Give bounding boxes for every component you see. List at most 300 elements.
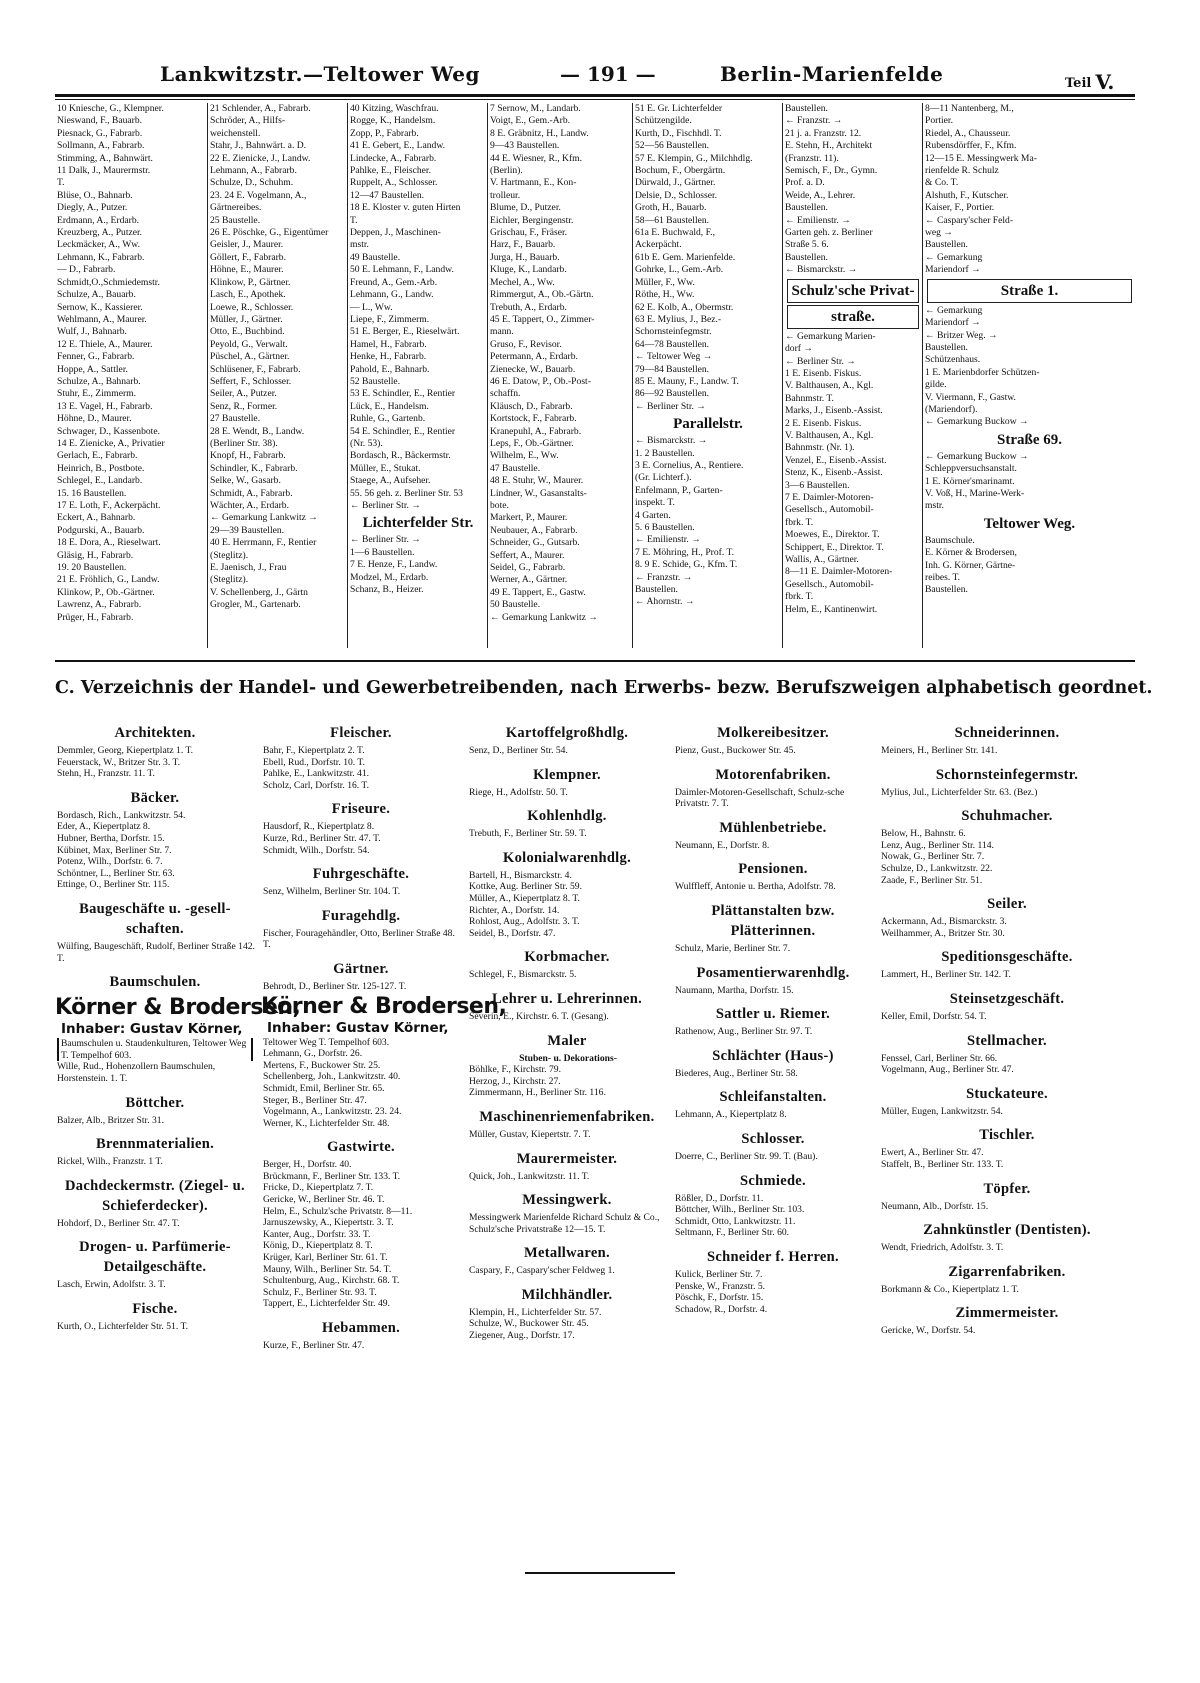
trade-heading: Pensionen.	[738, 861, 808, 878]
directory-entry: V. Schellenberg, J., Gärtn	[210, 586, 308, 598]
trade-column	[467, 715, 667, 1555]
directory-entry: Loewe, R., Schlosser.	[210, 301, 294, 313]
trade-entry: Ackermann, Ad., Bismarckstr. 3.	[881, 916, 1007, 928]
directory-entry: Dürwald, J., Gärtner.	[635, 177, 716, 189]
directory-entry: ← Gemarkung Lankwitz →	[210, 512, 318, 524]
directory-entry: Liepe, F., Zimmerm.	[350, 313, 430, 325]
directory-entry: Stahr, J., Bahnwärt. a. D.	[210, 140, 307, 152]
directory-entry: Helm, E., Kantinenwirt.	[785, 603, 878, 615]
trade-entry: Hohdorf, D., Berliner Str. 47. T.	[57, 1217, 180, 1229]
directory-entry: Grogler, M., Gartenarb.	[210, 599, 301, 611]
directory-entry: Lück, E., Handelsm.	[350, 400, 429, 412]
directory-entry: 19. 20 Baustellen.	[57, 562, 127, 574]
trade-entry: Schmidt, Otto, Lankwitzstr. 11.	[675, 1215, 796, 1227]
directory-entry: 1 E. Marienbdorfer Schützen-	[925, 366, 1040, 378]
directory-entry: 8—11 Nantenberg, M.,	[925, 103, 1014, 114]
directory-entry: Alshuth, F., Kutscher.	[925, 189, 1009, 201]
directory-entry: Blüse, O., Bahnarb.	[57, 189, 133, 201]
trade-entry: Feuerstack, W., Britzer Str. 3. T.	[57, 756, 181, 768]
directory-entry: 79—84 Baustellen.	[635, 363, 710, 375]
header-right: Berlin-Marienfelde	[720, 62, 944, 86]
directory-entry: Semisch, F., Dr., Gymn.	[785, 165, 878, 177]
trade-heading: Bäcker.	[130, 789, 180, 806]
trade-entry: Gericke, W., Berliner Str. 46. T.	[263, 1194, 385, 1206]
directory-entry: Schulze, A., Bauarb.	[57, 289, 136, 301]
trade-entry: Müller, A., Kiepertplatz 8. T.	[469, 892, 580, 904]
directory-entry: Ruppelt, A., Schlosser.	[350, 177, 438, 189]
trade-subheading: Stuben- u. Dekorations-	[519, 1052, 617, 1064]
trade-heading: Fuhrgeschäfte.	[312, 866, 410, 883]
trade-entry: Bartell, H., Bismarckstr. 4.	[469, 869, 572, 881]
trade-entry: Neumann, E., Dorfstr. 8.	[675, 839, 770, 851]
header-rule-thick	[55, 94, 1135, 97]
trade-entry: Kanter, Aug., Dorfstr. 33. T.	[263, 1228, 371, 1240]
directory-entry: Kreuzberg, A., Putzer.	[57, 227, 143, 239]
directory-entry: Bahnmstr. (Nr. 1).	[785, 442, 855, 454]
teil-label	[1065, 68, 1114, 92]
trade-entry: Ettinge, O., Berliner Str. 115.	[57, 879, 170, 891]
directory-entry: Seiler, A., Putzer.	[210, 388, 277, 400]
directory-entry: Baumschule.	[925, 534, 975, 546]
directory-entry: Wulf, J., Bahnarb.	[57, 326, 127, 338]
directory-entry: Baustellen.	[785, 251, 828, 263]
directory-entry: Werner, A., Gärtner.	[490, 574, 568, 586]
directory-entry: Gesellsch., Automobil-	[785, 504, 874, 516]
directory-entry: 8—11 E. Daimler-Motoren-	[785, 566, 893, 578]
trade-heading: Töpfer.	[983, 1180, 1031, 1197]
directory-entry: 12—47 Baustellen.	[350, 189, 425, 201]
directory-entry: Pahold, E., Bahnarb.	[350, 363, 430, 375]
trade-entry: Werner, K., Lichterfelder Str. 48.	[263, 1117, 390, 1129]
directory-entry: (Nr. 53).	[350, 437, 383, 449]
directory-entry: 1—6 Baustellen.	[350, 546, 415, 558]
directory-entry: Baustellen.	[785, 103, 828, 114]
trade-entry: Vogelmann, A., Lankwitzstr. 23. 24.	[263, 1106, 402, 1118]
trade-entry: Staffelt, B., Berliner Str. 133. T.	[881, 1158, 1004, 1170]
directory-entry: Venzel, E., Eisenb.-Assist.	[785, 454, 887, 466]
directory-entry: Schröder, A., Hilfs-	[210, 115, 286, 127]
trade-entry: Schulze, D., Lankwitzstr. 22.	[881, 862, 993, 874]
trade-entry: Müller, Gustav, Kiepertstr. 7. T.	[469, 1128, 591, 1140]
directory-entry: Lawrenz, A., Fabrarb.	[57, 599, 142, 611]
trade-heading: Steinsetzgeschäft.	[949, 990, 1065, 1007]
trade-column	[879, 715, 1135, 1555]
trade-entry: Vogelmann, Aug., Berliner Str. 47.	[881, 1064, 1014, 1076]
directory-entry: 51 E. Gr. Lichterfelder	[635, 103, 723, 114]
trade-entry: Caspary, F., Caspary'scher Feldweg 1.	[469, 1265, 615, 1277]
directory-entry: Bochum, F., Obergärtn.	[635, 165, 726, 177]
directory-entry: mann.	[490, 326, 514, 338]
trade-heading: Maler	[547, 1032, 587, 1049]
directory-entry: Henke, H., Fabrarb.	[350, 351, 427, 363]
trade-entry: Meiners, H., Berliner Str. 141.	[881, 745, 998, 756]
trade-column	[55, 715, 301, 1555]
trade-entry: Schulze, W., Buckower Str. 45.	[469, 1318, 589, 1330]
trade-entry: Mylius, Jul., Lichterfelder Str. 63. (Bez.)	[881, 786, 1038, 798]
trade-entry: Rohlost, Aug., Adolfstr. 3. T.	[469, 916, 580, 928]
trade-heading: Messingwerk.	[522, 1192, 612, 1209]
advert-company-name: Körner & Brodersen,	[55, 995, 301, 1021]
trade-entry: Neumann, Alb., Dorfstr. 15.	[881, 1200, 989, 1212]
trade-entry: Riege, H., Adolfstr. 50. T.	[469, 786, 568, 798]
directory-entry: 23. 24 E. Vogelmann, A.,	[210, 189, 307, 201]
directory-entry: Gärtnereibes.	[210, 202, 262, 214]
directory-entry: 50 Baustelle.	[490, 599, 541, 611]
directory-entry: V. Viermann, F., Gastw.	[925, 391, 1016, 403]
directory-entry: Voigt, E., Gem.-Arb.	[490, 115, 571, 127]
directory-entry: 85 E. Mauny, F., Landw. T.	[635, 375, 739, 387]
directory-entry: Gesellsch., Automobil-	[785, 578, 874, 590]
directory-entry: Modzel, M., Erdarb.	[350, 571, 429, 583]
directory-entry: Stuhr, E., Zimmerm.	[57, 388, 137, 400]
directory-entry: ← Gemarkung	[925, 251, 983, 263]
directory-entry: schaffn.	[490, 388, 521, 400]
directory-entry: Selke, W., Gasarb.	[210, 475, 281, 487]
directory-entry: ← Gemarkung Lankwitz →	[490, 611, 598, 623]
directory-entry: Müller, F., Ww.	[635, 276, 695, 288]
trade-entry: Böhlke, F., Kirchstr. 79.	[469, 1064, 561, 1076]
trade-heading: Dachdeckermstr. (Ziegel- u.	[65, 1177, 245, 1194]
directory-column	[922, 103, 1136, 648]
directory-entry: Stenz, K., Eisenb.-Assist.	[785, 467, 883, 479]
directory-entry: 12 E. Thiele, A., Maurer.	[57, 338, 153, 350]
trade-entry: Jarnuszewsky, A., Kiepertstr. 3. T.	[263, 1217, 394, 1229]
directory-entry: 7 Sernow, M., Landarb.	[490, 103, 581, 114]
trade-entry: Lenz, Aug., Berliner Str. 114.	[881, 839, 994, 851]
trade-heading: schaften.	[126, 920, 184, 937]
trade-heading: Maurermeister.	[516, 1150, 618, 1167]
directory-entry: ← Caspary'scher Feld-	[925, 214, 1014, 226]
trade-heading: Architekten.	[114, 725, 196, 741]
trade-entry: Schmidt, Wilh., Dorfstr. 54.	[263, 844, 370, 856]
trade-entry: Schadow, R., Dorfstr. 4.	[675, 1303, 768, 1315]
trade-entry: Messingwerk Marienfelde Richard Schulz & Co., Schulz'sche Privatstraße 12—15. T.	[469, 1212, 660, 1235]
trade-entry: Schmidt, Emil, Berliner Str. 65.	[263, 1082, 385, 1094]
directory-entry: (Berliner Str. 38).	[210, 437, 278, 449]
directory-entry: Schlüsener, F., Fabrarb.	[210, 363, 301, 375]
trade-heading: Schleifanstalten.	[719, 1089, 827, 1106]
directory-entry: — D., Fabrarb.	[57, 264, 116, 276]
trade-heading: Speditionsgeschäfte.	[941, 949, 1073, 966]
directory-entry: Deppen, J., Maschinen-	[350, 227, 441, 239]
trade-entry: Rathenow, Aug., Berliner Str. 97. T.	[675, 1026, 813, 1038]
directory-entry: 55. 56 geh. z. Berliner Str. 53	[350, 487, 463, 499]
directory-entry: Mariendorf →	[925, 264, 981, 276]
directory-entry: Wächter, A., Erdarb.	[210, 500, 289, 511]
directory-entry: Stimming, A., Bahnwärt.	[57, 152, 153, 164]
directory-entry: 7 E. Daimler-Motoren-	[785, 491, 874, 503]
trade-entry: Ebell, Rud., Dorfstr. 10. T.	[263, 756, 365, 768]
directory-entry: 49 E. Tappert, E., Gastw.	[490, 586, 586, 598]
page-number: — 191 —	[560, 62, 656, 86]
advert-owner: Inhaber: Gustav Körner,	[267, 1019, 449, 1036]
directory-entry: 40 Kitzing, Waschfrau.	[350, 103, 439, 114]
footer-rule	[525, 1572, 675, 1574]
directory-entry: Marks, J., Eisenb.-Assist.	[785, 405, 883, 417]
trade-heading: Fleischer.	[330, 725, 392, 741]
directory-entry: Jurga, H., Bauarb.	[490, 251, 560, 263]
trade-heading: Klempner.	[533, 766, 601, 783]
directory-entry: mstr.	[350, 239, 369, 251]
trade-entry: Kulick, Berliner Str. 7.	[675, 1268, 763, 1280]
directory-entry: 2 E. Eisenb. Fiskus.	[785, 417, 862, 429]
directory-entry: 1. 2 Baustellen.	[635, 447, 695, 459]
trade-heading: Friseure.	[331, 801, 391, 818]
directory-entry: Wallis, A., Gärtner.	[785, 554, 859, 565]
trade-entry: Trebuth, F., Berliner Str. 59. T.	[469, 828, 587, 840]
trade-heading: Lehrer u. Lehrerinnen.	[492, 990, 642, 1007]
trade-heading: Kartoffelgroßhdlg.	[505, 725, 629, 741]
directory-entry: Klinkow, P., Gärtner.	[210, 276, 291, 288]
directory-entry: (Franzstr. 11).	[785, 152, 839, 164]
directory-entry: Senz, R., Former.	[210, 400, 278, 412]
directory-entry: Enfelmann, P., Garten-	[635, 484, 723, 496]
trade-heading: Schneider f. Herren.	[707, 1248, 839, 1265]
directory-entry: Hamel, H., Fabrarb.	[350, 338, 427, 350]
trade-column	[261, 715, 507, 1555]
directory-column	[782, 103, 923, 648]
directory-entry: Otto, E., Buchbind.	[210, 326, 285, 338]
trade-entry: Pienz, Gust., Buckower Str. 45.	[675, 745, 796, 756]
directory-entry: 28 E. Wendt, B., Landw.	[210, 425, 305, 437]
trade-heading: Drogen- u. Parfümerie-	[79, 1239, 231, 1256]
trade-entry: Wille, Rud., Hohenzollern Baumschulen, Horstenstein. 1. T.	[57, 1061, 216, 1084]
directory-column	[487, 103, 633, 648]
trade-entry: Biederes, Aug., Berliner Str. 58.	[675, 1067, 798, 1079]
trade-entry: Richter, A., Dorfstr. 14.	[469, 904, 560, 916]
trade-entry: Schulz, Marie, Berliner Str. 7.	[675, 942, 791, 954]
street-heading-boxed: straße.	[787, 305, 919, 329]
trade-entry: Stehn, H., Franzstr. 11. T.	[57, 768, 155, 780]
directory-entry: E. Jaenisch, J., Frau	[210, 562, 287, 574]
directory-entry: 48 E. Stuhr, W., Maurer.	[490, 475, 584, 487]
trade-entry: Penske, W., Franzstr. 5.	[675, 1280, 766, 1292]
directory-entry: 3—6 Baustellen.	[785, 479, 850, 491]
directory-entry: 29—39 Baustellen.	[210, 524, 285, 536]
directory-entry: 11 Dalk, J., Maurermstr.	[57, 165, 151, 177]
trade-heading: Plätterinnen.	[730, 922, 816, 939]
trade-entry: Böttcher, Wilh., Berliner Str. 103.	[675, 1204, 805, 1216]
trade-heading: Sattler u. Riemer.	[715, 1006, 831, 1023]
directory-entry: Baustellen.	[635, 584, 678, 596]
directory-entry: 45 E. Tappert, O., Zimmer-	[490, 313, 595, 325]
teil-text: Teil	[1065, 76, 1092, 91]
trade-heading: Baumschulen.	[109, 974, 201, 991]
trade-entry: Senz, Wilhelm, Berliner Str. 104. T.	[263, 886, 401, 898]
directory-entry: Groth, H., Bauarb.	[635, 202, 707, 214]
trade-heading: Seiler.	[987, 896, 1027, 913]
directory-entry: Seffert, A., Maurer.	[490, 549, 565, 561]
directory-entry: 21 Schlender, A., Fabrarb.	[210, 103, 311, 114]
trade-entry: Gericke, W., Dorfstr. 54.	[881, 1325, 976, 1337]
trade-entry: Ewert, A., Berliner Str. 47.	[881, 1147, 984, 1159]
directory-entry: 7 E. Henze, F., Landw.	[350, 559, 438, 571]
trade-entry: Pahlke, E., Lankwitzstr. 41.	[263, 768, 370, 780]
trade-entry: Hausdorf, R., Kiepertplatz 8.	[263, 821, 375, 833]
directory-entry: ← Gemarkung Buckow →	[925, 450, 1029, 462]
directory-entry: 46 E. Datow, P., Ob.-Post-	[490, 375, 591, 387]
trade-entry: Rößler, D., Dorfstr. 11.	[675, 1192, 764, 1204]
directory-entry: Markert, P., Maurer.	[490, 512, 568, 524]
directory-column	[207, 103, 348, 648]
directory-entry: 1 E. Eisenb. Fiskus.	[785, 367, 862, 379]
directory-entry: mstr.	[925, 500, 944, 512]
directory-entry: 12—15 E. Messingwerk Ma-	[925, 152, 1037, 164]
directory-entry: fbrk. T.	[785, 591, 814, 603]
directory-entry: ← Berliner Str. →	[635, 400, 706, 412]
directory-entry: Schornsteinfegmstr.	[635, 326, 712, 338]
trade-heading: Posamentierwarenhdlg.	[696, 964, 850, 981]
directory-entry: Baustellen.	[785, 202, 828, 214]
directory-entry: Gohrke, L., Gem.-Arb.	[635, 264, 724, 276]
directory-entry: 8 E. Gräbnitz, H., Landw.	[490, 127, 589, 139]
trade-entry: Zimmermann, H., Berliner Str. 116.	[469, 1087, 606, 1099]
trade-entry: Steger, B., Berliner Str. 47.	[263, 1094, 367, 1106]
directory-entry: Schützenhaus.	[925, 354, 981, 366]
street-heading: Teltower Weg.	[983, 515, 1076, 532]
trade-entry: Lehmann, G., Dorfstr. 26.	[263, 1048, 363, 1060]
directory-entry: V. Hartmann, E., Kon-	[490, 177, 577, 189]
directory-entry: 40 E. Herrmann, F., Rentier	[210, 537, 317, 549]
directory-entry: Schanz, B., Heizer.	[350, 584, 424, 596]
directory-entry: Erdmann, A., Erdarb.	[57, 214, 140, 226]
directory-entry: Schindler, K., Fabrarb.	[210, 462, 298, 474]
street-heading: Straße 69.	[997, 431, 1062, 448]
trade-heading: Stuckateure.	[966, 1085, 1048, 1102]
trade-entry: Bahr, F., Kiepertplatz 2. T.	[263, 745, 365, 756]
directory-entry: Blume, D., Putzer.	[490, 202, 561, 214]
directory-entry: Rubensdörffer, F., Kfm.	[925, 140, 1017, 152]
teil-number: V.	[1095, 70, 1115, 94]
trade-entry: Müller, Eugen, Lankwitzstr. 54.	[881, 1105, 1003, 1117]
directory-entry: Schleppversuchsanstalt.	[925, 463, 1017, 475]
directory-entry: Schlegel, E., Landarb.	[57, 475, 143, 487]
directory-entry: ← Britzer Weg. →	[925, 329, 998, 341]
directory-entry: 47 Baustelle.	[490, 462, 541, 474]
directory-entry: T.	[57, 177, 65, 189]
directory-entry: Höhne, D., Maurer.	[57, 413, 132, 425]
directory-entry: 52—56 Baustellen.	[635, 140, 710, 152]
directory-entry: weg →	[925, 227, 953, 239]
directory-entry: 21 E. Fröhlich, G., Landw.	[57, 574, 160, 586]
advert-details: Baumschulen u. Staudenkulturen, Teltower Weg T. Tempelhof 603.	[57, 1038, 253, 1061]
advert-owner: Inhaber: Gustav Körner,	[61, 1021, 243, 1038]
directory-entry: Gerlach, E., Fabrarb.	[57, 450, 138, 462]
directory-entry: 54 E. Schindler, E., Rentier	[350, 425, 456, 437]
directory-entry: Delsie, D., Schlosser.	[635, 189, 718, 201]
trade-heading: Schieferdecker).	[102, 1197, 208, 1214]
trade-entry: Keller, Emil, Dorfstr. 54. T.	[881, 1010, 987, 1022]
trade-heading: Stellmacher.	[967, 1032, 1047, 1049]
directory-entry: ← Franzstr. →	[785, 115, 843, 127]
trade-entry: Klempin, H., Lichterfelder Str. 57.	[469, 1306, 602, 1318]
directory-entry: Nieswand, F., Bauarb.	[57, 115, 143, 127]
trade-entry: Wülfing, Baugeschäft, Rudolf, Berliner Straße 142. T.	[57, 940, 255, 964]
trade-entry: Schulz, F., Berliner Str. 93. T.	[263, 1286, 377, 1298]
directory-entry: 49 Baustelle.	[350, 251, 401, 263]
trade-entry: Fenssel, Carl, Berliner Str. 66.	[881, 1052, 998, 1064]
trade-entry: Potenz, Wilh., Dorfstr. 6. 7.	[57, 856, 163, 868]
directory-entry: Hoppe, A., Sattler.	[57, 363, 128, 375]
trade-entry: Demmler, Georg, Kiepertplatz 1. T.	[57, 745, 194, 756]
trade-entry: Balzer, Alb., Britzer Str. 31.	[57, 1114, 164, 1126]
directory-entry: Schützengilde.	[635, 115, 692, 127]
trade-entry: Lasch, Erwin, Adolfstr. 3. T.	[57, 1279, 166, 1291]
trade-heading: Schuhmacher.	[961, 808, 1053, 825]
directory-entry: 3 E. Cornelius, A., Rentiere.	[635, 459, 744, 471]
trade-entry: Kurze, Rd., Berliner Str. 47. T.	[263, 832, 381, 844]
trade-heading: Tischler.	[979, 1127, 1035, 1144]
directory-entry: 51 E. Berger, E., Rieselwärt.	[350, 326, 460, 338]
directory-entry: 1 E. Körner'smarinamt.	[925, 475, 1015, 487]
section-title: C. Verzeichnis der Handel- und Gewerbetreibenden, nach Erwerbs- bezw. Berufszweigen alphabetisch geordnet.	[55, 678, 1153, 698]
directory-entry: 52 Baustelle.	[350, 375, 401, 387]
directory-entry: 8. 9 E. Schide, G., Kfm. T.	[635, 559, 738, 571]
trade-entry: Krüger, Karl, Berliner Str. 61. T.	[263, 1252, 388, 1264]
directory-entry: 53 E. Schindler, E., Rentier	[350, 388, 456, 400]
trade-entry: Schultenburg, Aug., Kirchstr. 68. T.	[263, 1275, 400, 1287]
trade-entry: Berger, H., Dorfstr. 40.	[263, 1159, 352, 1171]
directory-entry: (Steglitz).	[210, 574, 249, 586]
street-heading: Parallelstr.	[673, 416, 743, 433]
directory-entry: Leckmäcker, A., Ww.	[57, 239, 140, 251]
directory-entry: Seidel, G., Fabrarb.	[490, 562, 566, 574]
directory-entry: Garten geh. z. Berliner	[785, 227, 873, 239]
directory-entry: trolleur.	[490, 189, 521, 201]
trade-entry: Kurze, F., Berliner Str. 47.	[263, 1340, 365, 1351]
directory-entry: Röthe, H., Ww.	[635, 289, 695, 301]
trade-entry: Borkmann & Co., Kiepertplatz 1. T.	[881, 1283, 1019, 1295]
directory-entry: Höhne, E., Maurer.	[210, 264, 284, 276]
directory-entry: ← Gemarkung Buckow →	[925, 416, 1029, 428]
directory-entry: Neubauer, A., Fabrarb.	[490, 524, 578, 536]
trade-heading: Maschinenriemenfabriken.	[479, 1108, 655, 1125]
trade-entry: Helm, E., Schulz'sche Privatstr. 8—11.	[263, 1205, 413, 1217]
trade-heading: Korbmacher.	[524, 949, 610, 966]
trade-heading: Schneiderinnen.	[954, 725, 1060, 741]
directory-entry: Lehmann, K., Fabrarb.	[57, 251, 145, 263]
directory-entry: 14 E. Zienicke, A., Privatier	[57, 437, 165, 449]
directory-entry: 50 E. Lehmann, F., Landw.	[350, 264, 454, 276]
trade-entry: Fischer, Fouragehändler, Otto, Berliner Straße 48. T.	[263, 927, 455, 951]
trade-entry: Tappert, E., Lichterfelder Str. 49.	[263, 1298, 390, 1310]
trade-heading: Zigarrenfabriken.	[948, 1263, 1066, 1280]
directory-entry: Schmidt,O.,Schmiedemstr.	[57, 276, 160, 288]
directory-entry: V. Balthausen, A., Kgl.	[785, 380, 874, 392]
directory-entry: Inh. G. Körner, Gärtne-	[925, 559, 1016, 571]
directory-entry: ← Berliner Str. →	[350, 534, 421, 546]
directory-entry: Heinrich, B., Postbote.	[57, 462, 145, 474]
trade-heading: Gastwirte.	[327, 1139, 395, 1156]
directory-entry: ← Berliner Str. →	[785, 355, 856, 367]
trade-heading: Baugeschäfte u. -gesell-	[79, 900, 231, 917]
directory-entry: 4 Garten.	[635, 509, 671, 521]
directory-entry: Knopf, H., Fabrarb.	[210, 450, 286, 462]
directory-entry: gilde.	[925, 379, 947, 391]
trade-column	[673, 715, 873, 1555]
directory-entry: 9—43 Baustellen.	[490, 140, 560, 152]
directory-entry: Grischau, F., Fräser.	[490, 227, 568, 239]
directory-entry: fbrk. T.	[785, 516, 814, 528]
trade-entry: Wendt, Friedrich, Adolfstr. 3. T.	[881, 1242, 1004, 1254]
header-left: Lankwitzstr.—Teltower Weg	[160, 62, 480, 86]
trade-entry: Lammert, H., Berliner Str. 142. T.	[881, 969, 1011, 981]
directory-entry: Kranepuhl, A., Fabrarb.	[490, 425, 582, 437]
trade-entry: Kurth, O., Lichterfelder Str. 51. T.	[57, 1320, 188, 1332]
directory-column	[347, 103, 488, 648]
directory-entry: ← Berliner Str. →	[350, 500, 421, 511]
directory-entry: Riedel, A., Chausseur.	[925, 127, 1011, 139]
